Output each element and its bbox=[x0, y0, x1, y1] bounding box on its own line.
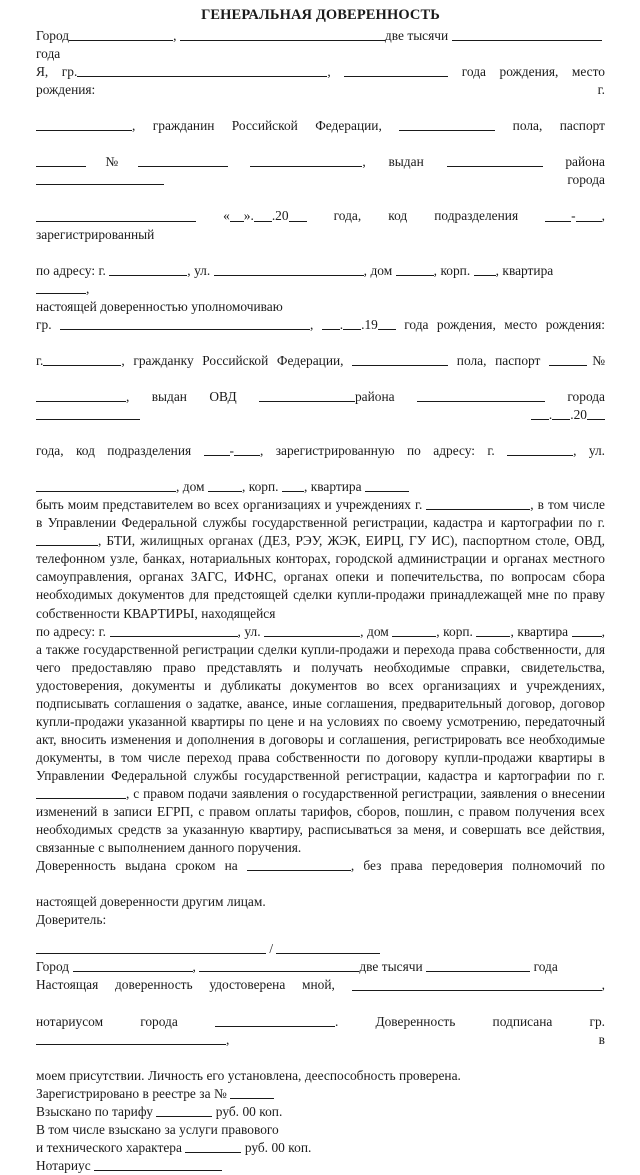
principal-birthyear-blank[interactable] bbox=[344, 64, 448, 77]
bld-label-1: , корп. bbox=[433, 262, 471, 278]
gender-word-1: пола, паспорт bbox=[512, 118, 606, 134]
notary-date-blank[interactable] bbox=[199, 959, 359, 972]
poa-signed-by-label: . Доверенность подписана гр. bbox=[334, 1013, 606, 1029]
principal-birthplace-blank[interactable] bbox=[36, 118, 132, 131]
rub-kop-1: руб. 00 коп. bbox=[215, 1103, 283, 1119]
incl-label-2: и технического характера bbox=[36, 1139, 182, 1155]
attorney-code-b[interactable] bbox=[234, 443, 260, 456]
principal-label: Доверитель: bbox=[36, 912, 107, 928]
bld-label-2: , корп. bbox=[241, 479, 279, 495]
notary-signature-line bbox=[36, 1157, 605, 1175]
attorney-street-blank[interactable] bbox=[36, 479, 176, 492]
addr-prefix-1: по адресу: г. bbox=[36, 262, 106, 278]
technical-amount-blank[interactable] bbox=[185, 1140, 241, 1153]
included-services-line-2 bbox=[36, 1139, 605, 1157]
city-blank[interactable] bbox=[69, 28, 173, 41]
attorney-code-line: года, код подразделения - , зарегистрированную по адресу: г. , ул. bbox=[36, 443, 605, 459]
property-street-blank[interactable] bbox=[264, 623, 360, 636]
street-label-1: , ул. bbox=[187, 262, 211, 278]
attorney-district-blank[interactable] bbox=[417, 389, 545, 402]
citizen-male-label: , гражданин Российской Федерации, bbox=[132, 118, 382, 134]
attorney-birthplace-blank[interactable] bbox=[43, 353, 121, 366]
attorney-passport-line: , выдан ОВД района города . .20 bbox=[36, 388, 605, 442]
district-label-1: района bbox=[565, 154, 605, 170]
powers-p1-a: быть моим представителем во всех организациях и учреждениях г. bbox=[36, 497, 423, 513]
attorney-code-a[interactable] bbox=[204, 443, 230, 456]
citizen-female-label: , гражданку Российской Федерации, bbox=[121, 352, 344, 368]
city-label-2: Город bbox=[36, 959, 70, 975]
code-dash-2: - bbox=[229, 443, 235, 459]
powers-p2-g: , с правом подачи заявления о государственной регистрации, заявления о внесении изменений в записи ЕГРП, с правом оплаты тарифов, сборов, пошлин, с правом получения всех необходимых средств за указанную квартиру, расписываться за меня, и совершать все действия, связанные с выполнением данного поручения. bbox=[36, 785, 605, 856]
two-thousand-label: две тысячи bbox=[384, 28, 449, 43]
date19-1: .19 bbox=[361, 316, 378, 332]
year-word-1: года bbox=[36, 46, 61, 62]
attorney-reg-city-blank[interactable] bbox=[507, 443, 573, 456]
rub-kop-2: руб. 00 коп. bbox=[244, 1139, 312, 1155]
city-gen-2: города bbox=[567, 388, 606, 404]
gr-prefix-1: гр. bbox=[36, 316, 52, 332]
attorney-address-line bbox=[36, 478, 605, 496]
year20-2: .20 bbox=[570, 406, 587, 422]
attorney-passport-number[interactable] bbox=[36, 389, 126, 402]
registered-m-1: , зарегистрированный bbox=[36, 208, 605, 242]
code-label-2: года, код подразделения bbox=[36, 443, 192, 459]
house-label-2: , дом bbox=[176, 479, 205, 495]
powers-p2-e: , квартира bbox=[510, 623, 569, 639]
date-blank[interactable] bbox=[180, 28, 385, 41]
passport-district-blank[interactable] bbox=[447, 154, 543, 167]
i-citizen-label: Я, гр. bbox=[36, 64, 78, 80]
principal-building-blank[interactable] bbox=[474, 262, 496, 275]
two-thousand-label-2: две тысячи bbox=[359, 959, 423, 975]
attorney-citizenship-line bbox=[36, 352, 605, 388]
principal-house-blank[interactable] bbox=[396, 262, 434, 275]
attorney-identity-line: гр. , . .19 года рождения, место рождения: bbox=[36, 316, 605, 332]
quote-open-1: « bbox=[223, 208, 230, 224]
house-label-1: , дом bbox=[363, 262, 393, 278]
attorney-name-blank[interactable] bbox=[60, 317, 310, 330]
notary-signature-blank[interactable] bbox=[94, 1158, 222, 1171]
property-apartment-blank[interactable] bbox=[572, 623, 602, 636]
signature-name-blank[interactable] bbox=[276, 941, 380, 954]
property-building-blank[interactable] bbox=[476, 623, 510, 636]
attorney-birth-year[interactable] bbox=[378, 317, 396, 330]
birth-place-1: года рождения, место рождения: bbox=[404, 316, 605, 332]
powers-p2-a: по адресу: г. bbox=[36, 623, 106, 639]
comma-end-1: , bbox=[86, 280, 90, 296]
number-sign-1: № bbox=[86, 154, 138, 170]
duration-line bbox=[36, 857, 605, 893]
principal-address-line bbox=[36, 262, 605, 298]
passport-day-blank[interactable] bbox=[230, 208, 244, 221]
gender-word-2: пола, паспорт bbox=[456, 352, 541, 368]
code-label-1: года, код подразделения bbox=[333, 208, 519, 224]
identity-verified-line: моем присутствии. Личность его установлена, дееспособность проверена. bbox=[36, 1067, 461, 1083]
principal-citizenship-line bbox=[36, 117, 605, 153]
attorney-ovd-blank[interactable] bbox=[259, 389, 355, 402]
passport-code-b[interactable] bbox=[576, 208, 602, 221]
attorney-passport-series[interactable] bbox=[549, 353, 587, 366]
rosreestr-city-blank[interactable] bbox=[36, 786, 126, 799]
passport-issuer-blank[interactable] bbox=[250, 154, 362, 167]
notary-of-city-label: нотариусом города bbox=[36, 1013, 178, 1029]
principal-identity-line: Я, гр. , года рождения, место рождения: г. bbox=[36, 64, 605, 98]
principal-apartment-blank[interactable] bbox=[36, 280, 86, 293]
attorney-apartment-blank[interactable] bbox=[365, 479, 409, 492]
tariff-amount-blank[interactable] bbox=[156, 1104, 212, 1117]
duration-prefix-1: Доверенность выдана сроком на bbox=[36, 858, 238, 874]
number-sign-2: № bbox=[587, 352, 605, 368]
attorney-pass-month[interactable] bbox=[552, 407, 570, 420]
signature-blank[interactable] bbox=[36, 941, 266, 954]
year-word-2: года bbox=[533, 959, 558, 975]
notary-office-city-blank[interactable] bbox=[215, 1013, 335, 1026]
principal-name-blank[interactable] bbox=[77, 64, 327, 77]
principal-street-blank[interactable] bbox=[214, 262, 364, 275]
comma-2: , bbox=[192, 959, 196, 975]
powers-p1-b: , в том числе в Управлении Федеральной службы государственной регистрации, кадастра и картографии по г. bbox=[36, 497, 605, 531]
issued-label-1: , выдан bbox=[362, 154, 424, 170]
notary-name-blank[interactable] bbox=[352, 977, 602, 990]
powers-city-blank-1[interactable] bbox=[426, 497, 530, 510]
registered-f-1: , зарегистрированную по адресу: г. bbox=[260, 443, 495, 459]
passport-city-blank[interactable] bbox=[36, 172, 164, 185]
attorney-pass-year[interactable] bbox=[587, 407, 605, 420]
principal-city-blank[interactable] bbox=[109, 262, 187, 275]
notary-label: Нотариус bbox=[36, 1157, 91, 1173]
tariff-line bbox=[36, 1103, 605, 1121]
property-city-blank[interactable] bbox=[110, 623, 238, 636]
attorney-birth-month[interactable] bbox=[343, 317, 361, 330]
principal-passport-date-line bbox=[36, 207, 605, 261]
notary-certified-label: Настоящая доверенность удостоверена мной, bbox=[36, 977, 335, 993]
registry-label: Зарегистрировано в реестре за № bbox=[36, 1085, 227, 1101]
notary-city-blank[interactable] bbox=[73, 959, 193, 972]
district-label-2: района bbox=[354, 388, 395, 404]
passport-code-a[interactable] bbox=[545, 208, 571, 221]
apt-label-1: , квартира bbox=[495, 262, 554, 278]
page-title: ГЕНЕРАЛЬНАЯ ДОВЕРЕННОСТЬ bbox=[201, 7, 440, 23]
attorney-birth-day[interactable] bbox=[322, 317, 340, 330]
powers-p2-d: , корп. bbox=[436, 623, 473, 639]
authorize-line: настоящей доверенностью уполномочиваю bbox=[36, 298, 283, 314]
registry-line bbox=[36, 1085, 605, 1103]
presence-tail: , в bbox=[226, 1031, 605, 1047]
city-label: Город bbox=[36, 28, 70, 43]
slash-separator: / bbox=[269, 941, 274, 957]
issued-ovd-1: , выдан ОВД bbox=[126, 388, 237, 404]
registry-number-blank[interactable] bbox=[230, 1085, 274, 1098]
notary-certification-line bbox=[36, 976, 605, 1012]
principal-passport-line bbox=[36, 153, 605, 207]
notary-city-date-line bbox=[36, 958, 605, 976]
year20-1: .20 bbox=[271, 208, 289, 224]
street-word-2: ул. bbox=[588, 443, 605, 459]
comma-1: , bbox=[173, 28, 177, 43]
property-house-blank[interactable] bbox=[392, 623, 436, 636]
year-blank[interactable] bbox=[452, 28, 602, 41]
powers-p1-c: , БТИ, жилищных органах (ДЕЗ, РЭУ, ЖЭК, ЕИРЦ, ГУ ИС), паспортном столе, ОВД, телефонном узле, банках, нотариальных конторах, городской администрации и органах местного самоуправления, органах ЗАГС, ИФНС, органах опеки и попечительства, по вопросам сбора необходимых документов для предстоящей сделки купли-продажи принадлежащей мне по праву собственности КВАРТИРЫ, находящейся bbox=[36, 533, 605, 621]
powers-p2-f: , а также государственной регистрации сделки купли-продажи и перехода права собственности, для чего предоставляю право представлять и получать необходимые справки, свидетельства, удостоверения, документы и дубликаты документов во всех организациях и учреждениях, подписывать соглашения о задатке, авансе, иные соглашения, предварительный договор, договор купли-продажи указанной квартиры по цене и на условиях по своему усмотрению, передаточный акт, вносить изменения и дополнения в договоры и соглашения, регистрировать все необходимые документы, в том числе переход права собственности по договору купли-продажи квартиры в Управлении Федеральной службы государственной регистрации, кадастра и картографии по г. bbox=[36, 623, 606, 783]
attorney-house-blank[interactable] bbox=[208, 479, 242, 492]
attorney-building-blank[interactable] bbox=[282, 479, 304, 492]
duration-line-2: настоящей доверенности другим лицам. bbox=[36, 894, 266, 910]
powers-p2-b: , ул. bbox=[237, 623, 261, 639]
powers-p2-c: , дом bbox=[360, 623, 389, 639]
birth-suffix-1: года рождения, место рождения: г. bbox=[36, 64, 605, 98]
quote-close-1: ». bbox=[243, 208, 254, 224]
signature-row bbox=[36, 929, 605, 958]
passport-series-blank[interactable] bbox=[36, 154, 86, 167]
signer-name-blank[interactable] bbox=[36, 1031, 226, 1044]
city-date-line bbox=[36, 27, 605, 63]
powers-city-blank-2[interactable] bbox=[36, 533, 98, 546]
notary-city-signed-line bbox=[36, 1013, 605, 1067]
city-gen-1: города bbox=[567, 172, 605, 188]
powers-paragraph-1 bbox=[36, 496, 605, 622]
city-abbrev-1: г. bbox=[36, 352, 44, 368]
passport-year-blank[interactable] bbox=[289, 208, 307, 221]
attorney-city-blank[interactable] bbox=[36, 407, 140, 420]
attorney-pass-day[interactable] bbox=[531, 407, 549, 420]
duration-blank[interactable] bbox=[247, 858, 351, 871]
duration-suffix-1: , без права передоверия полномочий по bbox=[350, 858, 605, 874]
included-services-line-1: В том числе взыскано за услуги правового bbox=[36, 1121, 279, 1137]
tariff-label: Взыскано по тарифу bbox=[36, 1103, 153, 1119]
powers-paragraph-2 bbox=[36, 623, 605, 858]
apt-label-2: , квартира bbox=[303, 479, 362, 495]
notary-year-blank[interactable] bbox=[426, 959, 530, 972]
code-dash-1: - bbox=[571, 208, 576, 224]
passport-number-blank[interactable] bbox=[138, 154, 228, 167]
comma-3: , bbox=[601, 977, 605, 993]
attorney-gender-blank[interactable] bbox=[352, 353, 448, 366]
passport-city2-blank[interactable] bbox=[36, 208, 196, 221]
passport-month-blank[interactable] bbox=[254, 208, 272, 221]
principal-gender-blank[interactable] bbox=[399, 118, 495, 131]
